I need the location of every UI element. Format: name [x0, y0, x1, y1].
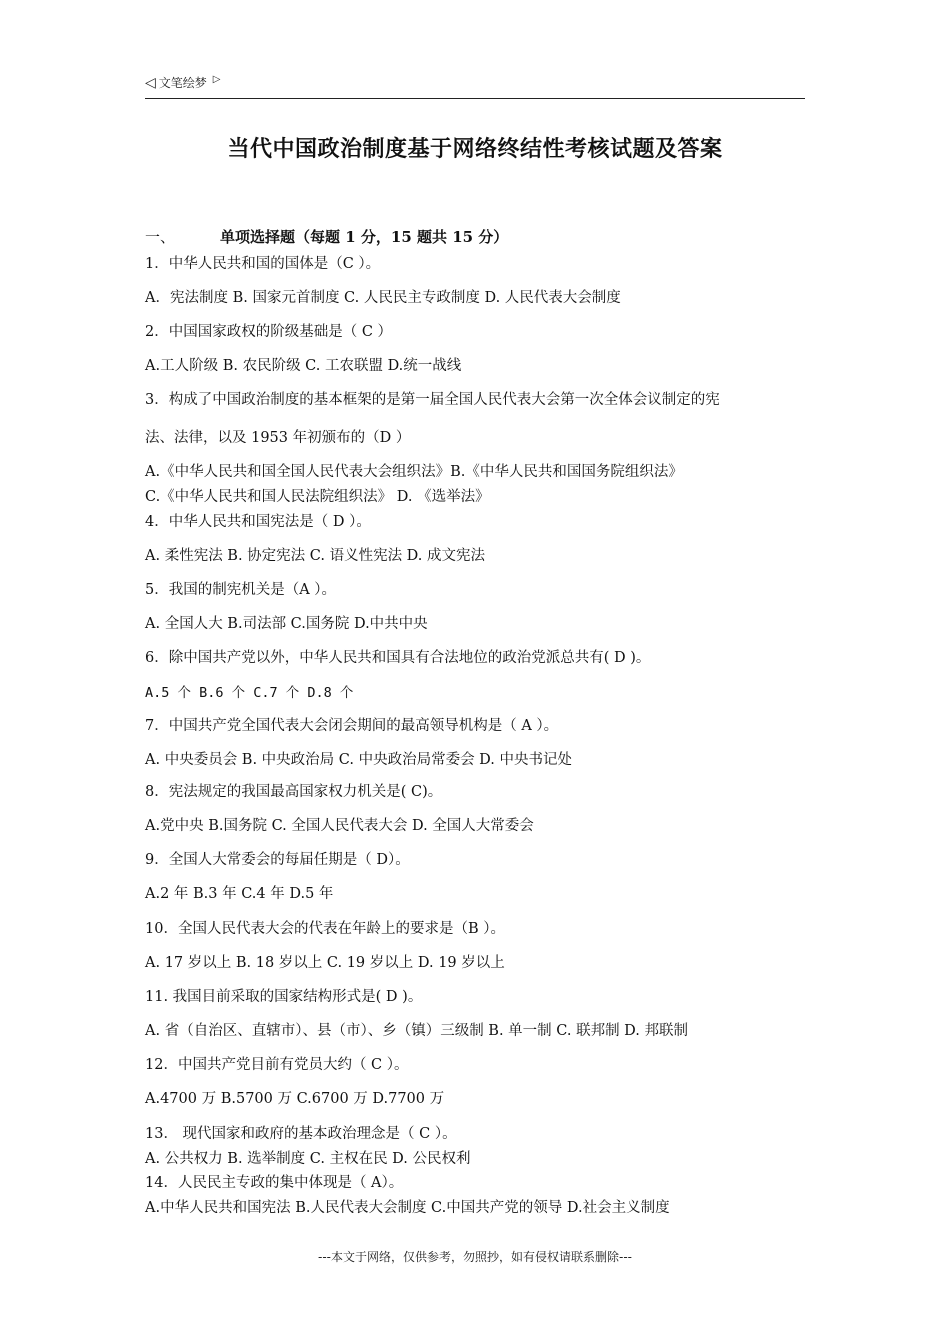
question-line: 1．中华人民共和国的国体是（C ）。 — [145, 256, 381, 272]
options-line: A. 中央委员会 B. 中央政治局 C. 中央政治局常委会 D. 中央书记处 — [145, 752, 573, 768]
options-line: A. 公共权力 B. 选举制度 C. 主权在民 D. 公民权利 — [145, 1151, 471, 1167]
question-line: 4．中华人民共和国宪法是（ D ）。 — [145, 514, 371, 530]
section-title: 单项选择题（每题 1 分，15 题共 15 分） — [220, 228, 509, 246]
options-line: A.5 个 B.6 个 C.7 个 D.8 个 — [145, 685, 354, 701]
options-line: A. 17 岁以上 B. 18 岁以上 C. 19 岁以上 D. 19 岁以上 — [145, 955, 505, 971]
options-line: A.党中央 B.国务院 C. 全国人民代表大会 D. 全国人大常委会 — [145, 818, 534, 834]
question-line: 8．宪法规定的我国最高国家权力机关是( C)。 — [145, 784, 443, 800]
options-line: A．宪法制度 B. 国家元首制度 C. 人民民主专政制度 D. 人民代表大会制度 — [145, 290, 621, 306]
question-line: 2．中国国家政权的阶级基础是（ C ） — [145, 324, 393, 340]
options-line: A. 省（自治区、直辖市）、县（市）、乡（镇）三级制 B. 单一制 C. 联邦制 D. 邦联制 — [145, 1023, 689, 1039]
question-line: 14．人民民主专政的集中体现是（ A）。 — [145, 1175, 404, 1191]
options-line: A. 全国人大 B.司法部 C.国务院 D.中共中央 — [145, 616, 428, 632]
triangle-right-icon: ▷ — [212, 74, 221, 85]
question-line: 10．全国人民代表大会的代表在年龄上的要求是（B ）。 — [145, 921, 505, 937]
section-number: 一、 — [145, 228, 176, 246]
question-line: 13． 现代国家和政府的基本政治理念是（ C ）。 — [145, 1126, 457, 1142]
question-line: 11. 我国目前采取的国家结构形式是( D )。 — [145, 989, 423, 1005]
question-line: 3．构成了中国政治制度的基本框架的是第一届全国人民代表大会第一次全体会议制定的宪 — [145, 392, 720, 408]
options-line: C.《中华人民共和国人民法院组织法》 D. 《选举法》 — [145, 489, 490, 505]
options-line: A. 柔性宪法 B. 协定宪法 C. 语义性宪法 D. 成文宪法 — [145, 548, 486, 564]
brand-text: 文笔绘梦 — [158, 76, 207, 90]
question-line: 5．我国的制宪机关是（A ）。 — [145, 582, 337, 598]
question-line: 6．除中国共产党以外，中华人民共和国具有合法地位的政治党派总共有( D )。 — [145, 650, 651, 666]
question-line: 12．中国共产党目前有党员大约（ C ）。 — [145, 1057, 409, 1073]
question-line: 9．全国人大常委会的每届任期是（ D）。 — [145, 852, 410, 868]
options-line: A.中华人民共和国宪法 B.人民代表大会制度 C.中国共产党的领导 D.社会主义制度 — [145, 1200, 670, 1216]
page-header — [145, 74, 805, 99]
options-line: A.4700 万 B.5700 万 C.6700 万 D.7700 万 — [145, 1091, 445, 1107]
page-footer-disclaimer: ---本文于网络，仅供参考，勿照抄，如有侵权请联系删除--- — [318, 1250, 632, 1264]
section-heading — [145, 226, 508, 247]
question-line: 7．中国共产党全国代表大会闭会期间的最高领导机构是（ A ）。 — [145, 718, 559, 734]
options-line: A.《中华人民共和国全国人民代表大会组织法》B.《中华人民共和国国务院组织法》 — [145, 464, 683, 480]
question-line: 法、法律，以及 1953 年初颁布的（D ） — [145, 430, 411, 446]
document-title: 当代中国政治制度基于网络终结性考核试题及答案 — [227, 136, 723, 162]
options-line: A.工人阶级 B. 农民阶级 C. 工农联盟 D.统一战线 — [145, 358, 462, 374]
triangle-left-icon: ◁ — [145, 74, 156, 91]
options-line: A.2 年 B.3 年 C.4 年 D.5 年 — [145, 886, 334, 902]
